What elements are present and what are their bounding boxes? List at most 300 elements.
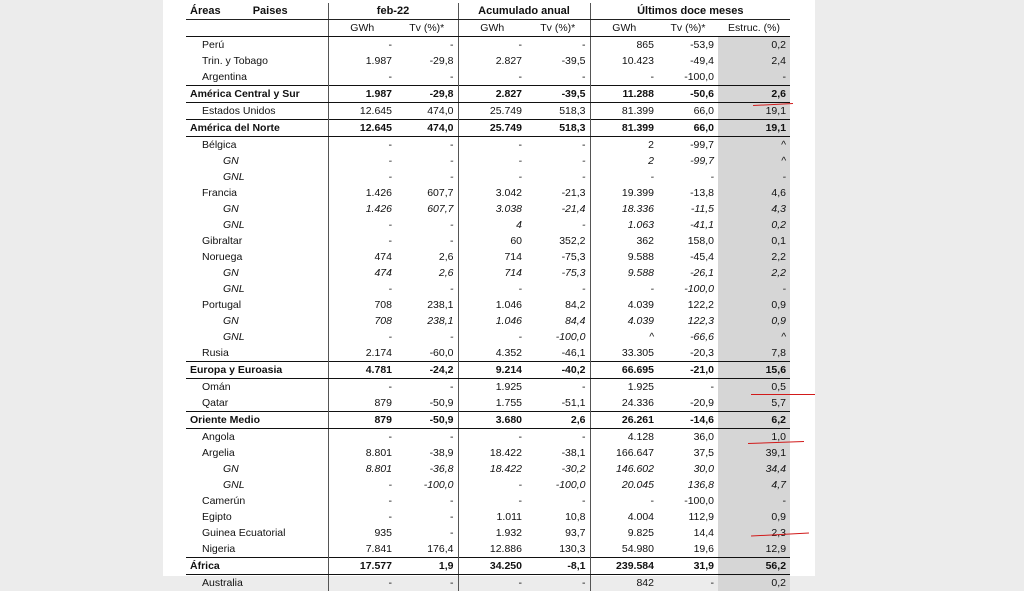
cell-value: 4.039 <box>590 313 658 329</box>
cell-value: -21,0 <box>658 362 718 379</box>
cell-value: - <box>396 509 458 525</box>
cell-value: -50,6 <box>658 86 718 103</box>
cell-value: 7,8 <box>718 345 790 362</box>
cell-value: -36,8 <box>396 461 458 477</box>
cell-value: - <box>458 153 526 169</box>
cell-value: 4,3 <box>718 201 790 217</box>
row-label: Nigeria <box>186 541 328 558</box>
cell-value: 2.827 <box>458 53 526 69</box>
header-areas: Áreas <box>190 5 221 17</box>
cell-value: 607,7 <box>396 201 458 217</box>
cell-value: 34.250 <box>458 558 526 575</box>
cell-value: -66,6 <box>658 329 718 345</box>
cell-value: 714 <box>458 249 526 265</box>
row-label: GN <box>186 201 328 217</box>
cell-value: -50,9 <box>396 412 458 429</box>
cell-value: - <box>718 69 790 86</box>
cell-value: 166.647 <box>590 445 658 461</box>
row-label: GN <box>186 313 328 329</box>
cell-value: - <box>396 233 458 249</box>
cell-value: -11,5 <box>658 201 718 217</box>
cell-value: -24,2 <box>396 362 458 379</box>
table-row <box>186 445 790 461</box>
row-label: GNL <box>186 329 328 345</box>
cell-value: 18.422 <box>458 445 526 461</box>
table-body <box>186 37 790 591</box>
cell-value: - <box>328 575 396 591</box>
table-row <box>186 379 790 396</box>
cell-value: 4.039 <box>590 297 658 313</box>
cell-value: -60,0 <box>396 345 458 362</box>
cell-value: -38,9 <box>396 445 458 461</box>
cell-value: - <box>328 137 396 154</box>
cell-value: 1.046 <box>458 313 526 329</box>
cell-value: - <box>328 329 396 345</box>
cell-value: 2,4 <box>718 53 790 69</box>
cell-value: 81.399 <box>590 120 658 137</box>
cell-value: - <box>458 329 526 345</box>
cell-value: 2,6 <box>526 412 590 429</box>
header-row-groups <box>186 3 790 20</box>
row-label: Egipto <box>186 509 328 525</box>
cell-value: 30,0 <box>658 461 718 477</box>
row-label: Angola <box>186 429 328 446</box>
cell-value: -21,3 <box>526 185 590 201</box>
cell-value: 474 <box>328 249 396 265</box>
cell-value: 352,2 <box>526 233 590 249</box>
row-label: Noruega <box>186 249 328 265</box>
cell-value: 11.288 <box>590 86 658 103</box>
cell-value: 66.695 <box>590 362 658 379</box>
cell-value: 34,4 <box>718 461 790 477</box>
table-row <box>186 37 790 54</box>
cell-value: 708 <box>328 297 396 313</box>
table-row <box>186 169 790 185</box>
cell-value: - <box>458 477 526 493</box>
cell-value: - <box>526 493 590 509</box>
cell-value: - <box>718 493 790 509</box>
cell-value: - <box>328 69 396 86</box>
cell-value: 4,7 <box>718 477 790 493</box>
cell-value: 81.399 <box>590 103 658 120</box>
cell-value: 935 <box>328 525 396 541</box>
cell-value: - <box>328 429 396 446</box>
cell-value: -100,0 <box>658 493 718 509</box>
cell-value: - <box>590 169 658 185</box>
header-blank <box>186 20 328 37</box>
table-row <box>186 395 790 412</box>
region-total-row <box>186 558 790 575</box>
cell-value: 4 <box>458 217 526 233</box>
row-label: Gibraltar <box>186 233 328 249</box>
cell-value: 474,0 <box>396 103 458 120</box>
table-row <box>186 345 790 362</box>
cell-value: 31,9 <box>658 558 718 575</box>
cell-value: -99,7 <box>658 153 718 169</box>
table-row <box>186 509 790 525</box>
cell-value: 20.045 <box>590 477 658 493</box>
cell-value: 0,9 <box>718 509 790 525</box>
cell-value: - <box>396 69 458 86</box>
header-gwh: GWh <box>328 20 396 37</box>
cell-value: 1.011 <box>458 509 526 525</box>
imports-table <box>186 3 790 591</box>
cell-value: ^ <box>718 153 790 169</box>
cell-value: -30,2 <box>526 461 590 477</box>
cell-value: - <box>458 281 526 297</box>
cell-value: 2,6 <box>718 86 790 103</box>
cell-value: 39,1 <box>718 445 790 461</box>
header-group-12m: Últimos doce meses <box>590 3 790 20</box>
header-areas-paises <box>186 3 328 20</box>
cell-value: 2,3 <box>718 525 790 541</box>
row-label: Omán <box>186 379 328 396</box>
cell-value: 518,3 <box>526 103 590 120</box>
cell-value: - <box>396 575 458 591</box>
cell-value: - <box>458 137 526 154</box>
cell-value: 33.305 <box>590 345 658 362</box>
table-row <box>186 313 790 329</box>
table-row <box>186 429 790 446</box>
region-total-row <box>186 412 790 429</box>
region-total-row <box>186 362 790 379</box>
row-label: Oriente Medio <box>186 412 328 429</box>
table-row <box>186 53 790 69</box>
cell-value: - <box>526 217 590 233</box>
cell-value: - <box>328 379 396 396</box>
cell-value: 176,4 <box>396 541 458 558</box>
cell-value: 2,2 <box>718 265 790 281</box>
cell-value: - <box>590 493 658 509</box>
cell-value: 12,9 <box>718 541 790 558</box>
header-gwh: GWh <box>458 20 526 37</box>
row-label: Rusia <box>186 345 328 362</box>
cell-value: 1.987 <box>328 86 396 103</box>
cell-value: - <box>458 69 526 86</box>
cell-value: 60 <box>458 233 526 249</box>
cell-value: 17.577 <box>328 558 396 575</box>
cell-value: - <box>458 169 526 185</box>
cell-value: 4.128 <box>590 429 658 446</box>
cell-value: ^ <box>718 137 790 154</box>
cell-value: - <box>396 525 458 541</box>
table-row <box>186 265 790 281</box>
cell-value: 4,6 <box>718 185 790 201</box>
cell-value: 708 <box>328 313 396 329</box>
document-page <box>163 0 815 576</box>
table-row <box>186 103 790 120</box>
row-label: Qatar <box>186 395 328 412</box>
header-group-ytd: Acumulado anual <box>458 3 590 20</box>
cell-value: 879 <box>328 412 396 429</box>
cell-value: -100,0 <box>658 69 718 86</box>
row-label: Estados Unidos <box>186 103 328 120</box>
cell-value: - <box>328 217 396 233</box>
cell-value: 3.038 <box>458 201 526 217</box>
cell-value: - <box>458 37 526 54</box>
row-label: Australia <box>186 575 328 591</box>
row-label: GNL <box>186 217 328 233</box>
region-total-row <box>186 120 790 137</box>
cell-value: 4.004 <box>590 509 658 525</box>
cell-value: 238,1 <box>396 313 458 329</box>
cell-value: 112,9 <box>658 509 718 525</box>
cell-value: -75,3 <box>526 265 590 281</box>
cell-value: - <box>396 379 458 396</box>
cell-value: 122,3 <box>658 313 718 329</box>
cell-value: 9.588 <box>590 265 658 281</box>
cell-value: - <box>526 429 590 446</box>
cell-value: - <box>526 169 590 185</box>
cell-value: 714 <box>458 265 526 281</box>
cell-value: 0,5 <box>718 379 790 396</box>
table-row <box>186 281 790 297</box>
cell-value: 9.588 <box>590 249 658 265</box>
row-label: Camerún <box>186 493 328 509</box>
cell-value: 1.932 <box>458 525 526 541</box>
cell-value: 8.801 <box>328 445 396 461</box>
cell-value: - <box>328 281 396 297</box>
row-label: América del Norte <box>186 120 328 137</box>
cell-value: - <box>328 153 396 169</box>
cell-value: 474 <box>328 265 396 281</box>
cell-value: - <box>526 575 590 591</box>
cell-value: ^ <box>718 329 790 345</box>
cell-value: 2,2 <box>718 249 790 265</box>
cell-value: -100,0 <box>526 477 590 493</box>
cell-value: -14,6 <box>658 412 718 429</box>
row-label: GN <box>186 461 328 477</box>
cell-value: -99,7 <box>658 137 718 154</box>
cell-value: - <box>328 477 396 493</box>
cell-value: -100,0 <box>526 329 590 345</box>
table-row <box>186 153 790 169</box>
cell-value: - <box>396 493 458 509</box>
table-row <box>186 233 790 249</box>
cell-value: -29,8 <box>396 86 458 103</box>
cell-value: 4.352 <box>458 345 526 362</box>
cell-value: - <box>396 153 458 169</box>
cell-value: 879 <box>328 395 396 412</box>
cell-value: 0,9 <box>718 297 790 313</box>
cell-value: 9.825 <box>590 525 658 541</box>
header-group-month: feb-22 <box>328 3 458 20</box>
table-row <box>186 493 790 509</box>
red-annotation-line <box>751 394 815 395</box>
table-row <box>186 525 790 541</box>
cell-value: -49,4 <box>658 53 718 69</box>
cell-value: 0,1 <box>718 233 790 249</box>
header-paises: Paises <box>253 5 288 17</box>
cell-value: - <box>396 429 458 446</box>
cell-value: 4.781 <box>328 362 396 379</box>
cell-value: - <box>328 509 396 525</box>
header-tv: Tv (%)* <box>526 20 590 37</box>
cell-value: - <box>658 379 718 396</box>
cell-value: -40,2 <box>526 362 590 379</box>
cell-value: 1.426 <box>328 185 396 201</box>
cell-value: 12.645 <box>328 103 396 120</box>
cell-value: 3.680 <box>458 412 526 429</box>
table-row <box>186 461 790 477</box>
table-row <box>186 69 790 86</box>
cell-value: -39,5 <box>526 86 590 103</box>
cell-value: - <box>396 37 458 54</box>
cell-value: 146.602 <box>590 461 658 477</box>
cell-value: - <box>658 575 718 591</box>
cell-value: -13,8 <box>658 185 718 201</box>
cell-value: 10,8 <box>526 509 590 525</box>
table-row <box>186 297 790 313</box>
row-label: GN <box>186 265 328 281</box>
cell-value: - <box>458 493 526 509</box>
cell-value: 12.645 <box>328 120 396 137</box>
cell-value: 6,2 <box>718 412 790 429</box>
cell-value: - <box>718 281 790 297</box>
cell-value: 2.174 <box>328 345 396 362</box>
cell-value: - <box>658 169 718 185</box>
header-tv: Tv (%)* <box>658 20 718 37</box>
cell-value: 18.422 <box>458 461 526 477</box>
cell-value: - <box>526 37 590 54</box>
row-label: América Central y Sur <box>186 86 328 103</box>
row-label: Argentina <box>186 69 328 86</box>
row-label: GNL <box>186 169 328 185</box>
cell-value: 158,0 <box>658 233 718 249</box>
cell-value: - <box>396 281 458 297</box>
row-label: Argelia <box>186 445 328 461</box>
cell-value: 239.584 <box>590 558 658 575</box>
cell-value: 66,0 <box>658 103 718 120</box>
cell-value: 37,5 <box>658 445 718 461</box>
cell-value: 54.980 <box>590 541 658 558</box>
cell-value: - <box>590 69 658 86</box>
cell-value: -100,0 <box>396 477 458 493</box>
header-gwh: GWh <box>590 20 658 37</box>
cell-value: -20,3 <box>658 345 718 362</box>
cell-value: 1.925 <box>458 379 526 396</box>
cell-value: -8,1 <box>526 558 590 575</box>
cell-value: 2,6 <box>396 265 458 281</box>
cell-value: -50,9 <box>396 395 458 412</box>
row-label: GN <box>186 153 328 169</box>
row-label: Perú <box>186 37 328 54</box>
cell-value: - <box>396 137 458 154</box>
table-row <box>186 249 790 265</box>
cell-value: 1.426 <box>328 201 396 217</box>
cell-value: 19.399 <box>590 185 658 201</box>
row-label: GNL <box>186 281 328 297</box>
cell-value: 93,7 <box>526 525 590 541</box>
cell-value: 14,4 <box>658 525 718 541</box>
cell-value: - <box>526 69 590 86</box>
cell-value: -21,4 <box>526 201 590 217</box>
cell-value: 8.801 <box>328 461 396 477</box>
row-label: Trin. y Tobago <box>186 53 328 69</box>
cell-value: - <box>396 329 458 345</box>
cell-value: -75,3 <box>526 249 590 265</box>
table-row <box>186 201 790 217</box>
cell-value: -41,1 <box>658 217 718 233</box>
header-tv: Tv (%)* <box>396 20 458 37</box>
cell-value: 84,4 <box>526 313 590 329</box>
row-label: Bélgica <box>186 137 328 154</box>
header-row-units <box>186 20 790 37</box>
cell-value: - <box>328 37 396 54</box>
cell-value: - <box>526 137 590 154</box>
cell-value: 15,6 <box>718 362 790 379</box>
cell-value: 66,0 <box>658 120 718 137</box>
cell-value: -51,1 <box>526 395 590 412</box>
cell-value: 84,2 <box>526 297 590 313</box>
cell-value: 0,2 <box>718 575 790 591</box>
cell-value: 607,7 <box>396 185 458 201</box>
cell-value: 9.214 <box>458 362 526 379</box>
cell-value: 25.749 <box>458 103 526 120</box>
cell-value: 5,7 <box>718 395 790 412</box>
cell-value: -45,4 <box>658 249 718 265</box>
cell-value: 18.336 <box>590 201 658 217</box>
cell-value: 518,3 <box>526 120 590 137</box>
cell-value: -29,8 <box>396 53 458 69</box>
cell-value: - <box>458 575 526 591</box>
cell-value: 12.886 <box>458 541 526 558</box>
cell-value: 0,2 <box>718 37 790 54</box>
cell-value: - <box>458 429 526 446</box>
cell-value: 1.987 <box>328 53 396 69</box>
table-row <box>186 217 790 233</box>
cell-value: - <box>526 379 590 396</box>
table-row <box>186 329 790 345</box>
row-label: África <box>186 558 328 575</box>
cell-value: 36,0 <box>658 429 718 446</box>
cell-value: 56,2 <box>718 558 790 575</box>
cell-value: 1.063 <box>590 217 658 233</box>
cell-value: -39,5 <box>526 53 590 69</box>
cell-value: -46,1 <box>526 345 590 362</box>
row-label: Portugal <box>186 297 328 313</box>
cell-value: ^ <box>590 329 658 345</box>
cell-value: - <box>396 169 458 185</box>
cell-value: 24.336 <box>590 395 658 412</box>
cell-value: - <box>718 169 790 185</box>
cell-value: 0,9 <box>718 313 790 329</box>
cell-value: 474,0 <box>396 120 458 137</box>
cell-value: 2,6 <box>396 249 458 265</box>
cell-value: 1,0 <box>718 429 790 446</box>
cell-value: 1.925 <box>590 379 658 396</box>
table-row <box>186 477 790 493</box>
cell-value: 136,8 <box>658 477 718 493</box>
cell-value: 1.755 <box>458 395 526 412</box>
cell-value: - <box>396 217 458 233</box>
table-row <box>186 185 790 201</box>
cell-value: - <box>526 153 590 169</box>
row-label: Francia <box>186 185 328 201</box>
cell-value: 2 <box>590 153 658 169</box>
cell-value: -38,1 <box>526 445 590 461</box>
cell-value: -26,1 <box>658 265 718 281</box>
cell-value: 1.046 <box>458 297 526 313</box>
table-row <box>186 541 790 558</box>
cell-value: 842 <box>590 575 658 591</box>
cell-value: -20,9 <box>658 395 718 412</box>
cell-value: 26.261 <box>590 412 658 429</box>
cell-value: 7.841 <box>328 541 396 558</box>
region-total-row <box>186 86 790 103</box>
cell-value: 10.423 <box>590 53 658 69</box>
cell-value: 362 <box>590 233 658 249</box>
